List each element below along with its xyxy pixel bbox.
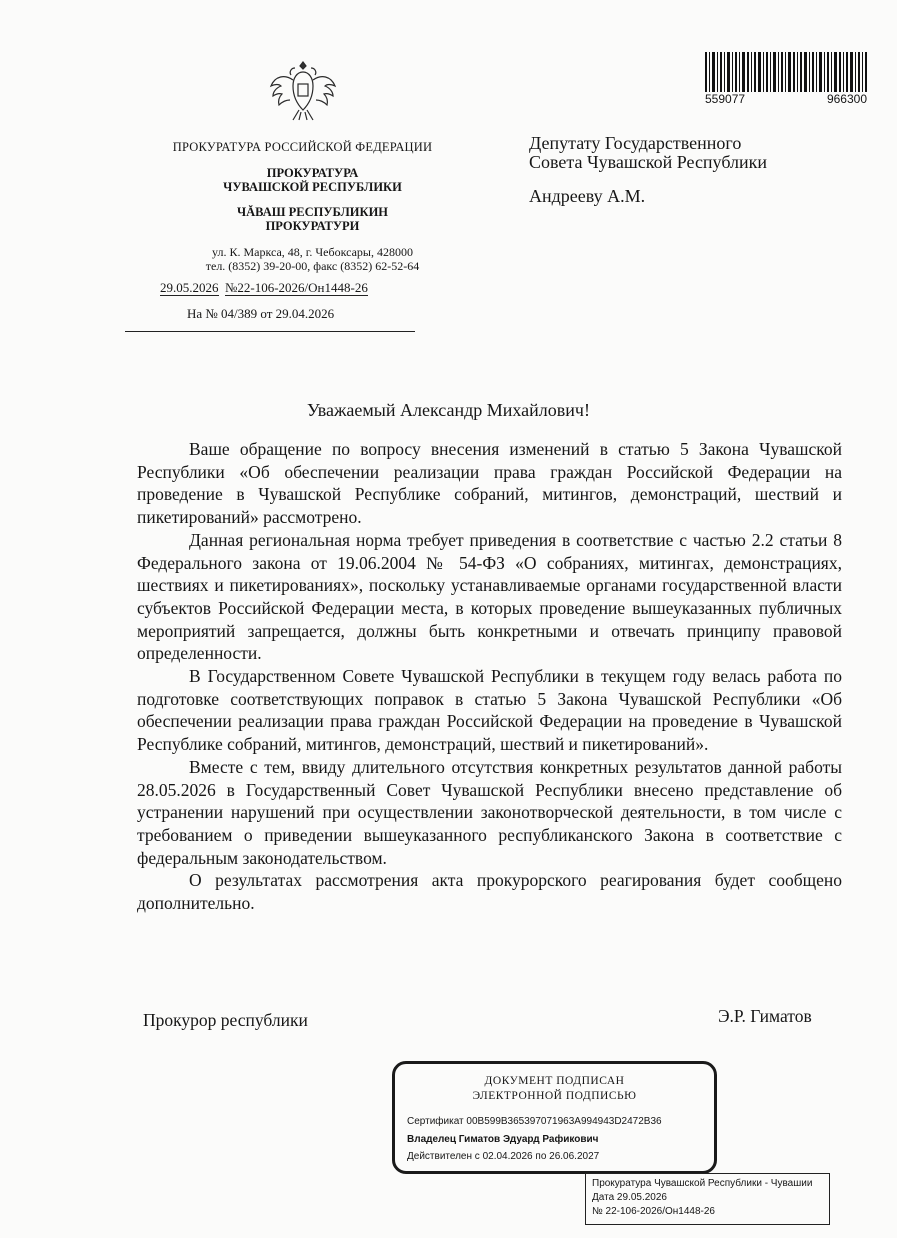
org-name-line-2: ЧУВАШСКОЙ РЕСПУБЛИКИ xyxy=(223,180,402,194)
paragraph: Ваше обращение по вопросу внесения изменений в статью 5 Закона Чувашской Республики «Об обеспечении реализации права граждан Российской Федерации на проведение в Чувашской Республике собраний, митингов, демонстраций, шествий и пикетирований» рассмотрено. xyxy=(137,439,842,528)
org-phone: тел. (8352) 39-20-00, факс (8352) 62-52-64 xyxy=(205,259,420,273)
org-name-russian xyxy=(140,166,485,194)
registration-number: № 22-106-2026/Он1448-26 xyxy=(592,1206,715,1217)
stamp-validity: Действителен с 02.04.2026 по 26.06.2027 xyxy=(407,1151,600,1162)
org-name-chuvash-line-1: ЧĂВАШ РЕСПУБЛИКИН xyxy=(236,205,389,219)
paragraph: О результатах рассмотрения акта прокурорского реагирования будет сообщено дополнительно. xyxy=(137,870,842,914)
org-name-chuvash-line-2: ПРОКУРАТУРИ xyxy=(265,219,360,233)
outgoing-date: 29.05.2026 xyxy=(160,280,219,295)
barcode-number-right: 966300 xyxy=(826,92,867,106)
incoming-reference: На № 04/389 от 29.04.2026 xyxy=(187,306,335,321)
stamp-title-line-2: ЭЛЕКТРОННОЙ ПОДПИСЬЮ xyxy=(472,1090,637,1102)
barcode-numbers xyxy=(705,92,867,106)
signer-name: Э.Р. Гиматов xyxy=(718,1006,812,1026)
greeting: Уважаемый Александр Михайлович! xyxy=(307,400,590,420)
stamp-certificate: Сертификат 00B599B365397071963A994943D2472B36 xyxy=(407,1116,662,1127)
registration-stamp xyxy=(585,1173,830,1225)
stamp-owner: Владелец Гиматов Эдуард Рафикович xyxy=(407,1134,599,1145)
registration-org: Прокуратура Чувашской Республики - Чувашии xyxy=(592,1178,813,1189)
outgoing-reference xyxy=(160,280,368,296)
addressee-line-2: Совета Чувашской Республики xyxy=(529,152,768,172)
stamp-title-line-1: ДОКУМЕНТ ПОДПИСАН xyxy=(484,1075,625,1087)
paragraph: Вместе с тем, ввиду длительного отсутствия конкретных результатов данной работы 28.05.2026 в Государственный Совет Чувашской Республики внесено представление об устранении нарушений при осуществлении законотворческой деятельности, в том числе с требованием о приведении вышеуказанного республиканского Закона в соответствие с федеральным законодательством. xyxy=(137,756,842,868)
org-address: ул. К. Маркса, 48, г. Чебоксары, 428000 xyxy=(212,245,413,259)
barcode xyxy=(705,52,867,92)
letter-body xyxy=(137,438,842,915)
coat-of-arms-emblem xyxy=(265,58,341,128)
reference-divider xyxy=(125,331,415,332)
org-name-chuvash xyxy=(140,205,485,233)
addressee-position xyxy=(529,134,859,172)
paragraph: Данная региональная норма требует приведения в соответствие с частью 2.2 статьи 8 Федерального закона от 19.06.2004 № 54-ФЗ «О собраниях, митингах, демонстрациях, шествиях и пикетированиях», поскольку устанавливаемые органами государственной власти субъектов Российской Федерации места, в которых проведение вышеуказанных публичных мероприятий запрещается, должны быть конкретными и отвечать принципу правовой определенности. xyxy=(137,529,842,664)
ministry-name: ПРОКУРАТУРА РОССИЙСКОЙ ФЕДЕРАЦИИ xyxy=(172,140,433,154)
signer-title: Прокурор республики xyxy=(143,1010,308,1030)
stamp-title xyxy=(395,1074,714,1104)
org-name-line-1: ПРОКУРАТУРА xyxy=(266,166,359,180)
outgoing-number: №22-106-2026/Он1448-26 xyxy=(225,280,368,295)
registration-date: Дата 29.05.2026 xyxy=(592,1192,667,1203)
barcode-number-left: 559077 xyxy=(705,92,746,106)
addressee-name: Андрееву А.М. xyxy=(529,186,646,206)
paragraph: В Государственном Совете Чувашской Республики в текущем году велась работа по подготовке соответствующих поправок в статью 5 Закона Чувашской Республики «Об обеспечении реализации права граждан Российской Федерации на проведение в Чувашской Республике собраний, митингов, демонстраций, шествий и пикетирований». xyxy=(137,666,842,755)
org-contacts xyxy=(140,245,485,273)
addressee-line-1: Депутату Государственного xyxy=(529,133,742,153)
e-signature-stamp xyxy=(392,1061,717,1174)
